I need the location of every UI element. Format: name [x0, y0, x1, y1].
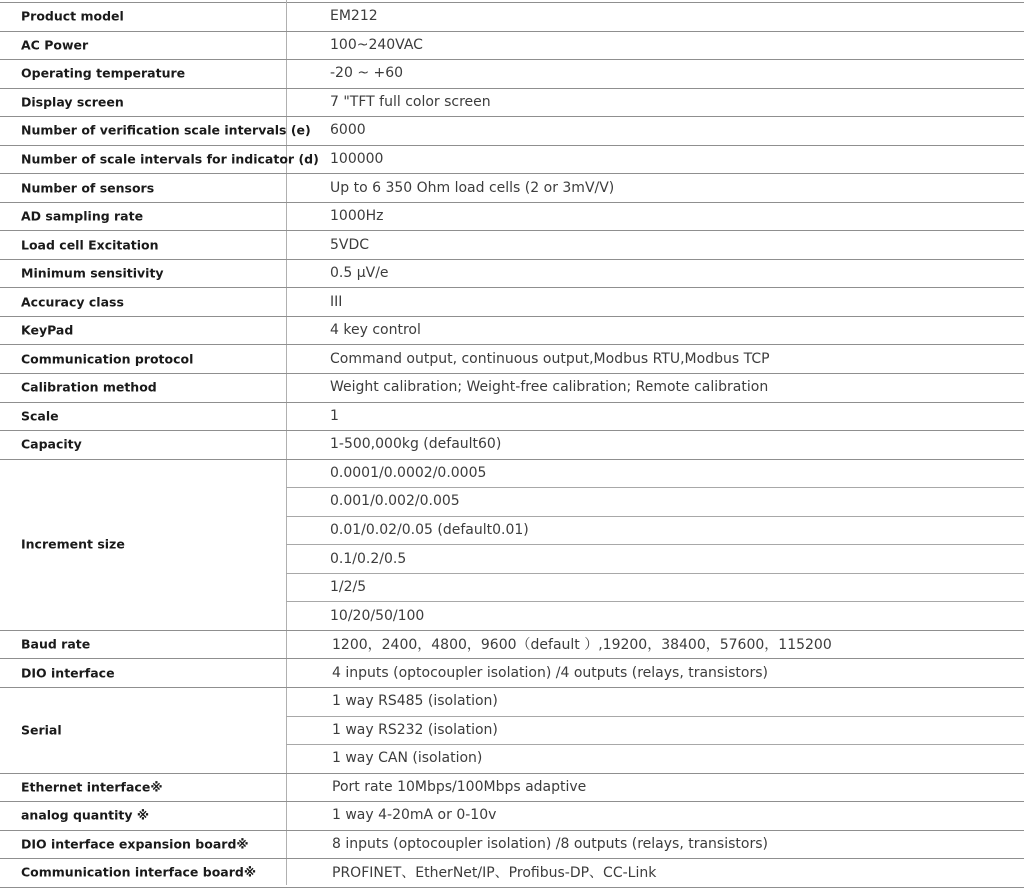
sub-row-divider — [286, 544, 1024, 545]
spec-label: Ethernet interface※ — [21, 779, 163, 795]
row-divider — [0, 88, 1024, 89]
spec-label: Operating temperature — [21, 65, 186, 81]
row-divider — [0, 145, 1024, 146]
spec-value: 0.01/0.02/0.05 (default0.01) — [330, 522, 529, 538]
spec-value: 0.0001/0.0002/0.0005 — [330, 465, 487, 481]
spec-value: 1 way RS485 (isolation) — [332, 693, 498, 709]
spec-value: 6000 — [330, 122, 366, 138]
spec-label: Number of verification scale intervals (e) — [21, 122, 311, 138]
spec-label: Communication interface board※ — [21, 864, 256, 880]
row-divider — [0, 830, 1024, 831]
row-divider — [0, 373, 1024, 374]
table-border-top — [0, 2, 1024, 3]
spec-label: Number of sensors — [21, 180, 155, 196]
spec-value: III — [330, 294, 343, 310]
row-divider — [0, 230, 1024, 231]
spec-value: Up to 6 350 Ohm load cells (2 or 3mV/V) — [330, 180, 615, 196]
sub-row-divider — [286, 744, 1024, 745]
row-divider — [0, 630, 1024, 631]
spec-label: Communication protocol — [21, 351, 194, 367]
row-divider — [0, 858, 1024, 859]
row-divider — [0, 31, 1024, 32]
spec-value: 0.1/0.2/0.5 — [330, 551, 407, 567]
spec-value: Weight calibration; Weight-free calibration; Remote calibration — [330, 379, 769, 395]
spec-label: DIO interface expansion board※ — [21, 836, 249, 852]
spec-value: -20 ~ +60 — [330, 65, 404, 81]
row-divider — [0, 773, 1024, 774]
sub-row-divider — [286, 573, 1024, 574]
spec-value: 1 — [330, 408, 339, 424]
spec-label: AC Power — [21, 37, 89, 53]
spec-label: Display screen — [21, 94, 124, 110]
spec-value: 1200，2400，4800，9600（default ）,19200，38400，57600，115200 — [332, 637, 832, 653]
row-divider — [0, 658, 1024, 659]
spec-label: Number of scale intervals for indicator (d) — [21, 151, 319, 167]
sub-row-divider — [286, 716, 1024, 717]
row-divider — [0, 316, 1024, 317]
spec-value: 1 way 4-20mA or 0-10v — [332, 807, 497, 823]
row-divider — [0, 202, 1024, 203]
sub-row-divider — [286, 487, 1024, 488]
spec-label: analog quantity ※ — [21, 807, 150, 823]
spec-label: KeyPad — [21, 322, 74, 338]
row-divider — [0, 402, 1024, 403]
spec-value: 1 way CAN (isolation) — [332, 750, 483, 766]
spec-value: 100000 — [330, 151, 384, 167]
spec-value: 5VDC — [330, 237, 370, 253]
spec-label: Load cell Excitation — [21, 237, 159, 253]
row-divider — [0, 116, 1024, 117]
sub-row-divider — [286, 516, 1024, 517]
spec-value: 4 key control — [330, 322, 421, 338]
row-divider — [0, 430, 1024, 431]
sub-row-divider — [286, 601, 1024, 602]
spec-label: Accuracy class — [21, 294, 124, 310]
spec-value: EM212 — [330, 8, 378, 24]
row-divider — [0, 459, 1024, 460]
row-divider — [0, 687, 1024, 688]
spec-value: 10/20/50/100 — [330, 608, 425, 624]
spec-label: AD sampling rate — [21, 208, 144, 224]
spec-value: 100~240VAC — [330, 37, 423, 53]
spec-value: 1-500,000kg (default60) — [330, 436, 502, 452]
row-divider — [0, 173, 1024, 174]
spec-value: 0.001/0.002/0.005 — [330, 493, 460, 509]
spec-value: 1 way RS232 (isolation) — [332, 722, 498, 738]
spec-label: Capacity — [21, 436, 82, 452]
spec-value: PROFINET、EtherNet/IP、Profibus-DP、CC-Link — [332, 865, 657, 881]
spec-label: Serial — [21, 722, 62, 738]
spec-value: Port rate 10Mbps/100Mbps adaptive — [332, 779, 587, 795]
row-divider — [0, 259, 1024, 260]
spec-value: 0.5 μV/e — [330, 265, 389, 281]
spec-value: Command output, continuous output,Modbus RTU,Modbus TCP — [330, 351, 770, 367]
spec-label: Product model — [21, 8, 124, 24]
spec-value: 4 inputs (optocoupler isolation) /4 outputs (relays, transistors) — [332, 665, 768, 681]
spec-label: Baud rate — [21, 636, 91, 652]
spec-label: Scale — [21, 408, 59, 424]
row-divider — [0, 287, 1024, 288]
row-divider — [0, 344, 1024, 345]
row-divider — [0, 801, 1024, 802]
spec-value: 7 "TFT full color screen — [330, 94, 491, 110]
row-divider — [0, 59, 1024, 60]
spec-value: 1000Hz — [330, 208, 384, 224]
spec-label: Minimum sensitivity — [21, 265, 164, 281]
spec-label: Increment size — [21, 536, 125, 552]
spec-label: Calibration method — [21, 379, 157, 395]
spec-value: 1/2/5 — [330, 579, 367, 595]
spec-label: DIO interface — [21, 665, 115, 681]
spec-value: 8 inputs (optocoupler isolation) /8 outputs (relays, transistors) — [332, 836, 768, 852]
